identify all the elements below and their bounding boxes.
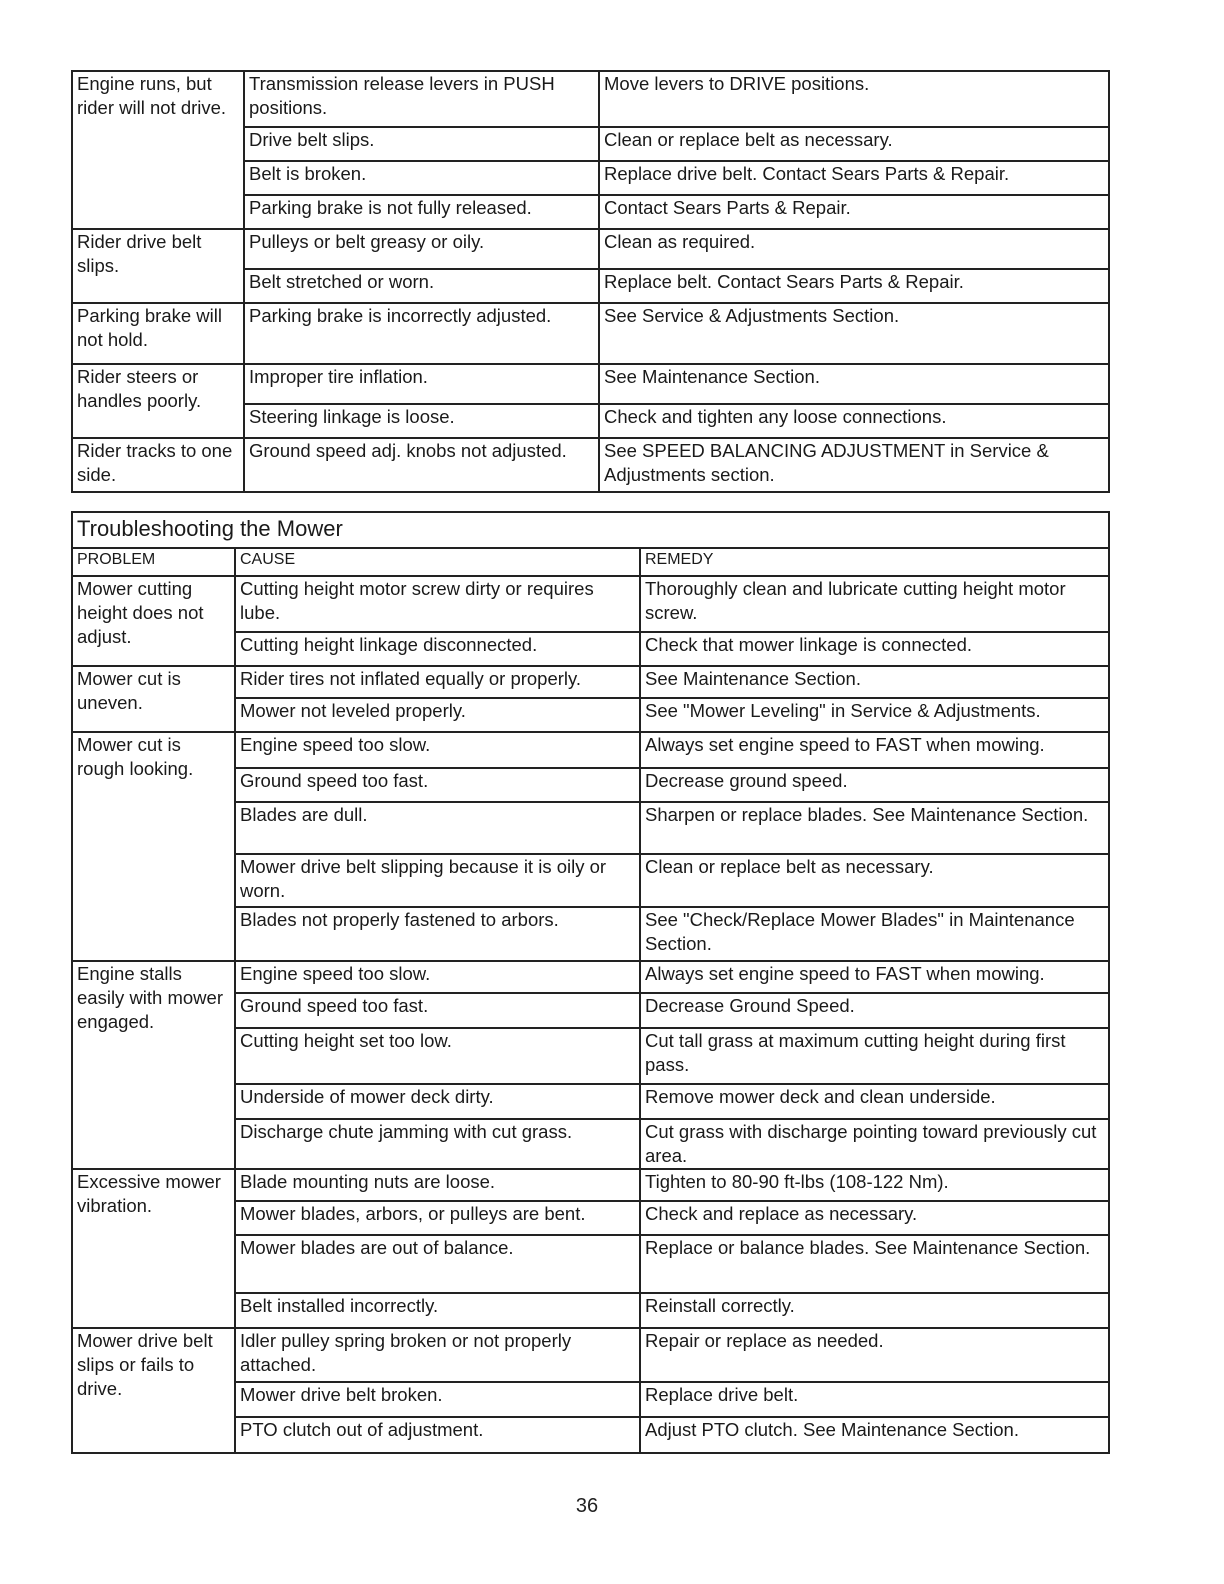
cause-cell: Blades not properly fastened to arbors.	[235, 907, 640, 961]
cause-cell: Belt installed incorrectly.	[235, 1293, 640, 1328]
remedy-cell: See Maintenance Section.	[599, 364, 1109, 404]
cause-cell: Belt is broken.	[244, 161, 599, 195]
cause-cell: Cutting height set too low.	[235, 1028, 640, 1084]
remedy-cell: See Maintenance Section.	[640, 666, 1109, 698]
table-row	[72, 1328, 1109, 1382]
table-row	[72, 732, 1109, 768]
remedy-cell: Decrease ground speed.	[640, 768, 1109, 802]
remedy-cell: Check and replace as necessary.	[640, 1201, 1109, 1235]
remedy-cell: Adjust PTO clutch. See Maintenance Section.	[640, 1417, 1109, 1453]
remedy-cell: Always set engine speed to FAST when mowing.	[640, 961, 1109, 993]
cause-cell: Blades are dull.	[235, 802, 640, 854]
remedy-cell: Replace belt. Contact Sears Parts & Repair.	[599, 269, 1109, 303]
page-number: 36	[575, 1495, 599, 1517]
troubleshooting-table-rider	[71, 70, 1110, 493]
remedy-cell: Remove mower deck and clean underside.	[640, 1084, 1109, 1119]
remedy-cell: Reinstall correctly.	[640, 1293, 1109, 1328]
cause-cell: Transmission release levers in PUSH positions.	[244, 71, 599, 127]
remedy-cell: Contact Sears Parts & Repair.	[599, 195, 1109, 229]
remedy-cell: Cut tall grass at maximum cutting height during first pass.	[640, 1028, 1109, 1084]
table-row	[72, 961, 1109, 993]
cause-cell: Underside of mower deck dirty.	[235, 1084, 640, 1119]
cause-cell: Idler pulley spring broken or not properly attached.	[235, 1328, 640, 1382]
remedy-cell: Tighten to 80-90 ft-lbs (108-122 Nm).	[640, 1169, 1109, 1201]
remedy-cell: See SPEED BALANCING ADJUSTMENT in Service & Adjustments section.	[599, 438, 1109, 492]
problem-cell: Mower cut is uneven.	[72, 666, 235, 732]
cause-cell: Mower drive belt broken.	[235, 1382, 640, 1417]
cause-cell: Mower blades, arbors, or pulleys are bent.	[235, 1201, 640, 1235]
remedy-cell: Cut grass with discharge pointing toward previously cut area.	[640, 1119, 1109, 1169]
cause-cell: Mower drive belt slipping because it is oily or worn.	[235, 854, 640, 907]
remedy-cell: Clean or replace belt as necessary.	[599, 127, 1109, 161]
cause-cell: Mower not leveled properly.	[235, 698, 640, 732]
column-header-remedy: REMEDY	[640, 548, 1109, 576]
column-header-problem: PROBLEM	[72, 548, 235, 576]
cause-cell: Steering linkage is loose.	[244, 404, 599, 438]
table-row	[72, 303, 1109, 364]
cause-cell: Mower blades are out of balance.	[235, 1235, 640, 1293]
cause-cell: PTO clutch out of adjustment.	[235, 1417, 640, 1453]
remedy-cell: See "Mower Leveling" in Service & Adjustments.	[640, 698, 1109, 732]
cause-cell: Rider tires not inflated equally or properly.	[235, 666, 640, 698]
cause-cell: Cutting height linkage disconnected.	[235, 632, 640, 666]
cause-cell: Parking brake is not fully released.	[244, 195, 599, 229]
problem-cell: Engine runs, but rider will not drive.	[72, 71, 244, 229]
cause-cell: Discharge chute jamming with cut grass.	[235, 1119, 640, 1169]
remedy-cell: Clean or replace belt as necessary.	[640, 854, 1109, 907]
remedy-cell: Replace drive belt.	[640, 1382, 1109, 1417]
cause-cell: Blade mounting nuts are loose.	[235, 1169, 640, 1201]
cause-cell: Ground speed adj. knobs not adjusted.	[244, 438, 599, 492]
cause-cell: Pulleys or belt greasy or oily.	[244, 229, 599, 269]
cause-cell: Improper tire inflation.	[244, 364, 599, 404]
remedy-cell: Sharpen or replace blades. See Maintenance Section.	[640, 802, 1109, 854]
table-row	[72, 576, 1109, 632]
table-header-row	[72, 548, 1109, 576]
remedy-cell: See "Check/Replace Mower Blades" in Maintenance Section.	[640, 907, 1109, 961]
table-title-row	[72, 512, 1109, 548]
troubleshooting-table-mower	[71, 511, 1110, 1454]
cause-cell: Parking brake is incorrectly adjusted.	[244, 303, 599, 364]
remedy-cell: Check and tighten any loose connections.	[599, 404, 1109, 438]
cause-cell: Belt stretched or worn.	[244, 269, 599, 303]
cause-cell: Engine speed too slow.	[235, 961, 640, 993]
remedy-cell: Replace drive belt. Contact Sears Parts & Repair.	[599, 161, 1109, 195]
table-row	[72, 229, 1109, 269]
remedy-cell: Check that mower linkage is connected.	[640, 632, 1109, 666]
remedy-cell: Clean as required.	[599, 229, 1109, 269]
problem-cell: Rider drive belt slips.	[72, 229, 244, 303]
table-row	[72, 1169, 1109, 1201]
remedy-cell: See Service & Adjustments Section.	[599, 303, 1109, 364]
problem-cell: Mower cutting height does not adjust.	[72, 576, 235, 666]
table-row	[72, 438, 1109, 492]
cause-cell: Cutting height motor screw dirty or requires lube.	[235, 576, 640, 632]
problem-cell: Rider steers or handles poorly.	[72, 364, 244, 438]
problem-cell: Mower drive belt slips or fails to drive.	[72, 1328, 235, 1453]
cause-cell: Engine speed too slow.	[235, 732, 640, 768]
table-row	[72, 364, 1109, 404]
table-row	[72, 666, 1109, 698]
cause-cell: Ground speed too fast.	[235, 993, 640, 1028]
remedy-cell: Replace or balance blades. See Maintenance Section.	[640, 1235, 1109, 1293]
problem-cell: Rider tracks to one side.	[72, 438, 244, 492]
problem-cell: Excessive mower vibration.	[72, 1169, 235, 1328]
remedy-cell: Always set engine speed to FAST when mowing.	[640, 732, 1109, 768]
problem-cell: Engine stalls easily with mower engaged.	[72, 961, 235, 1169]
section-title: Troubleshooting the Mower	[72, 512, 1109, 548]
remedy-cell: Repair or replace as needed.	[640, 1328, 1109, 1382]
remedy-cell: Move levers to DRIVE positions.	[599, 71, 1109, 127]
remedy-cell: Thoroughly clean and lubricate cutting height motor screw.	[640, 576, 1109, 632]
table-row	[72, 71, 1109, 127]
remedy-cell: Decrease Ground Speed.	[640, 993, 1109, 1028]
problem-cell: Parking brake will not hold.	[72, 303, 244, 364]
cause-cell: Ground speed too fast.	[235, 768, 640, 802]
cause-cell: Drive belt slips.	[244, 127, 599, 161]
problem-cell: Mower cut is rough looking.	[72, 732, 235, 961]
column-header-cause: CAUSE	[235, 548, 640, 576]
